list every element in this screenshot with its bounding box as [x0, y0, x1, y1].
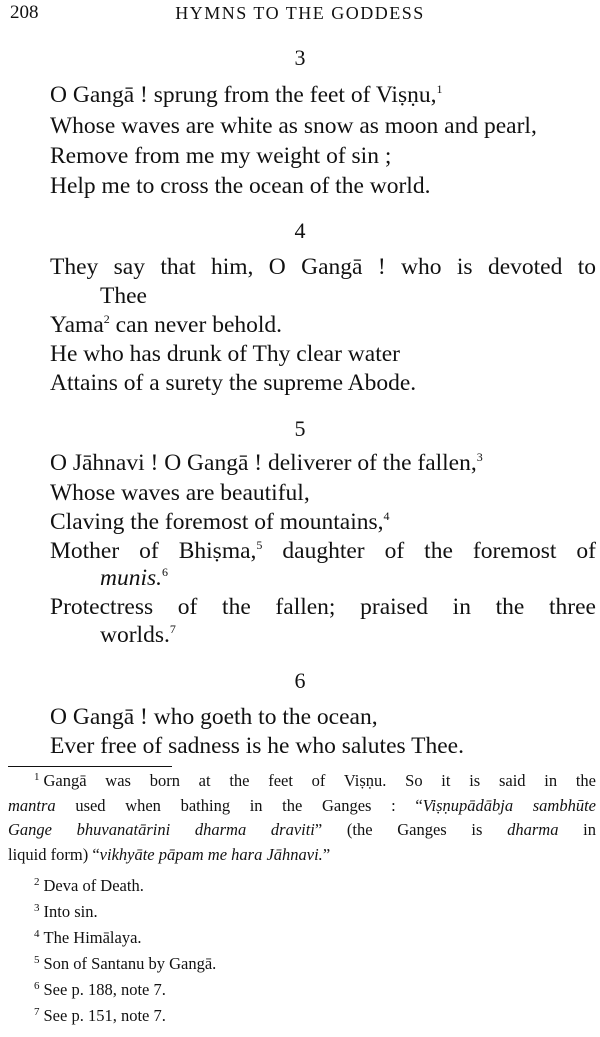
verse-line: Attains of a surety the supreme Abode. [50, 370, 417, 396]
footnote-ref: 5 [256, 538, 263, 553]
footnote-line: $^1$ Gangā was born at the feet of Viṣṇu. So it is said in the [34, 770, 596, 790]
footnote: $^4$ The Himālaya. [34, 927, 142, 947]
footnote: $^2$ Deva of Death. [34, 875, 144, 895]
verse-line: Whose waves are beautiful, [50, 480, 310, 506]
footnote-marker: 4 [34, 927, 40, 940]
verse-line-continuation: worlds.$^7$ [100, 622, 176, 648]
verse-line: Yama$^2$ can never behold. [50, 312, 283, 338]
footnote-ref: 7 [169, 622, 176, 637]
footnote-ref: 1 [436, 82, 443, 97]
footnote-marker: 2 [34, 875, 40, 888]
stanza-number: 5 [294, 416, 306, 441]
running-head: HYMNS TO THE GODDESS [175, 3, 425, 23]
verse-line: Remove from me my weight of sin ; [50, 143, 392, 169]
verse-line: O Jāhnavi ! O Gangā ! deliverer of the fallen,$^3$ [50, 450, 483, 476]
stanza-number: 6 [294, 668, 306, 693]
page-header [0, 0, 600, 24]
footnote-marker: 3 [34, 901, 40, 914]
page-number: 208 [10, 2, 39, 23]
footnote-line: mantra used when bathing in the Ganges : “Viṣṇupādābja sambhūte [8, 796, 596, 815]
verse-line: O Gangā ! sprung from the feet of Viṣṇu,$^1$ [50, 82, 443, 108]
footnote-marker: 7 [34, 1005, 40, 1018]
footnote-line: Gange bhuvanatārini dharma draviti” (the Ganges is dharma in [8, 820, 596, 839]
verse-line: Claving the foremost of mountains,$^4$ [50, 509, 390, 535]
verse-line: Protectress of the fallen; praised in the three [50, 594, 596, 620]
verse-line-continuation: Thee [100, 283, 147, 309]
verse-line: Mother of Bhiṣma,$^5$ daughter of the foremost of [50, 538, 596, 564]
verse-line-continuation: munis.$^6$ [100, 565, 169, 591]
footnote-ref: 4 [383, 509, 390, 524]
footnote: $^7$ See p. 151, note 7. [34, 1005, 166, 1025]
footnote: $^6$ See p. 188, note 7. [34, 979, 166, 999]
footnote-marker: 1 [34, 770, 40, 783]
stanza-number: 3 [294, 45, 306, 70]
footnote: $^3$ Into sin. [34, 901, 98, 921]
verse-line: Whose waves are white as snow as moon and pearl, [50, 113, 537, 139]
footnote-line: liquid form) “vikhyāte pāpam me hara Jāhnavi.” [8, 845, 331, 864]
footnote-divider [8, 766, 172, 767]
footnote-marker: 5 [34, 953, 40, 966]
stanza-number: 4 [294, 218, 306, 243]
footnote-marker: 6 [34, 979, 40, 992]
verse-line: O Gangā ! who goeth to the ocean, [50, 704, 378, 730]
footnote-ref: 3 [476, 450, 483, 465]
verse-line: Help me to cross the ocean of the world. [50, 173, 431, 199]
verse-line: Ever free of sadness is he who salutes Thee. [50, 733, 464, 759]
footnote-ref: 2 [103, 312, 110, 327]
footnote: $^5$ Son of Santanu by Gangā. [34, 953, 217, 973]
verse-line: He who has drunk of Thy clear water [50, 341, 400, 367]
verse-line: They say that him, O Gangā ! who is devoted to [50, 254, 596, 280]
footnote-ref: 6 [162, 565, 169, 580]
